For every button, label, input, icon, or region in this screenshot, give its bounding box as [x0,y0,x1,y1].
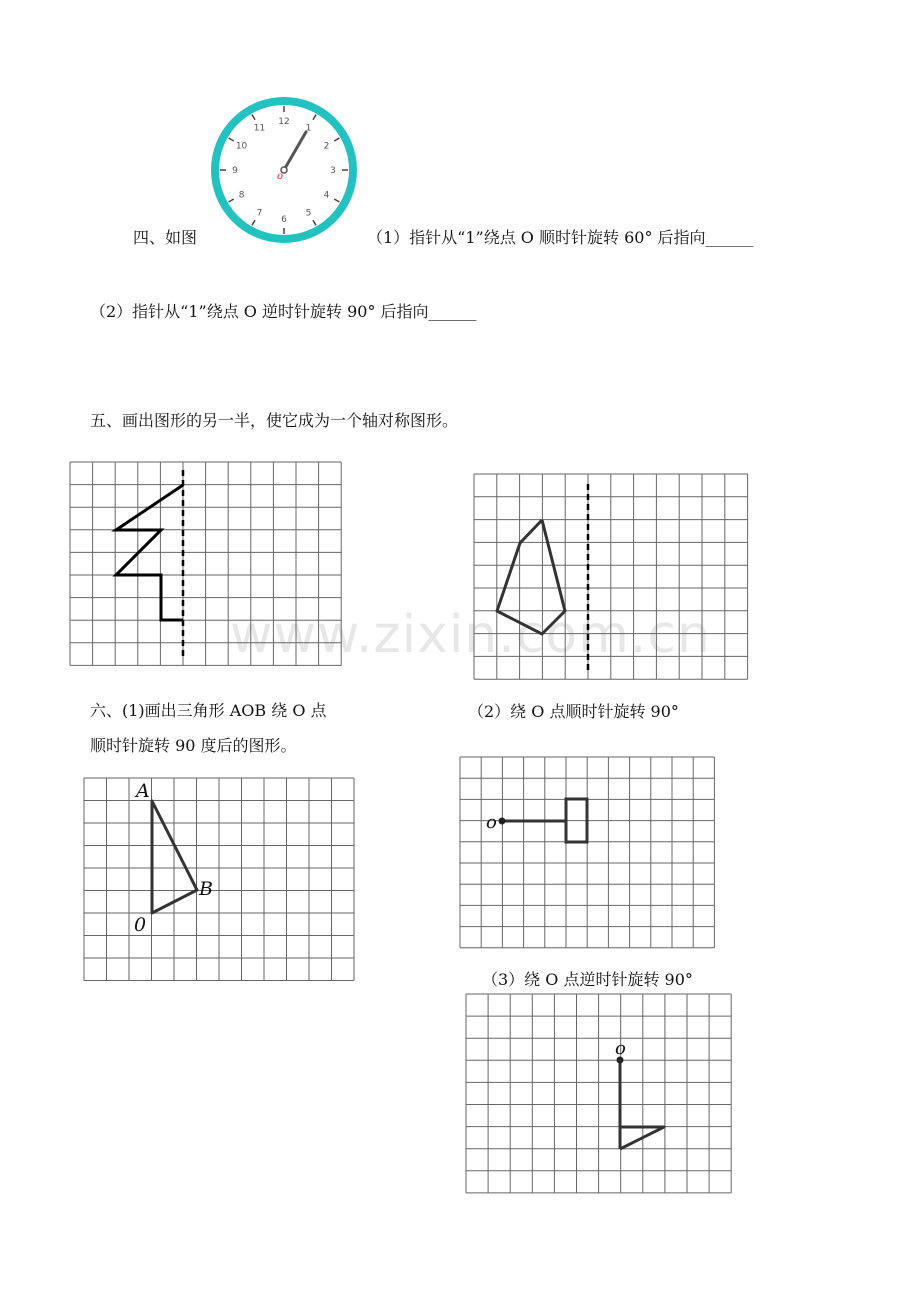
section5-title: 五、画出图形的另一半，使它成为一个轴对称图形。 [90,411,459,430]
label-o-counterclockwise: o [615,1038,626,1059]
grid-symmetry-2 [474,474,748,680]
clock-number: 4 [323,190,330,201]
section4-prefix: 四、如图 [133,228,198,247]
clock-number: 5 [305,208,312,219]
watermark: www.zixin.com.cn [230,605,711,665]
clock-number: 8 [238,190,245,201]
grid-rotate-counterclockwise [466,994,731,1194]
label-o-clockwise: o [486,812,497,833]
clock-center-label: o [277,171,284,182]
section6-q2: （2）绕 O 点顺时针旋转 90° [468,702,679,721]
section4-q1: （1）指针从“1”绕点 O 顺时针旋转 60° 后指向______ [367,228,754,247]
clock-number: 9 [232,166,238,176]
label-b: B [199,878,213,900]
clock-number: 11 [253,123,266,134]
flag-triangle [620,1127,664,1149]
label-o-triangle: 0 [134,914,147,936]
section6-q3: （3）绕 O 点逆时针旋转 90° [482,970,693,989]
grid-rotate-triangle [84,778,354,980]
clock-number: 6 [281,215,287,225]
label-a: A [136,780,150,802]
grid-rotate-clockwise [460,757,715,949]
half-shape-pentagon [497,520,565,634]
clock-number: 12 [278,117,290,127]
clock-number: 2 [323,141,330,152]
clock-number: 3 [330,166,336,176]
clock-number: 7 [256,208,263,219]
section6-q1-line2: 顺时针旋转 90 度后的图形。 [90,736,297,755]
clock-number: 10 [235,141,248,152]
grid-symmetry-1 [70,462,342,666]
clock-number: 1 [305,123,312,134]
clock-figure [207,95,361,245]
section4-q2: （2）指针从“1”绕点 O 逆时针旋转 90° 后指向______ [90,302,477,321]
section6-q1-line1: 六、(1)画出三角形 AOB 绕 O 点 [90,701,327,720]
